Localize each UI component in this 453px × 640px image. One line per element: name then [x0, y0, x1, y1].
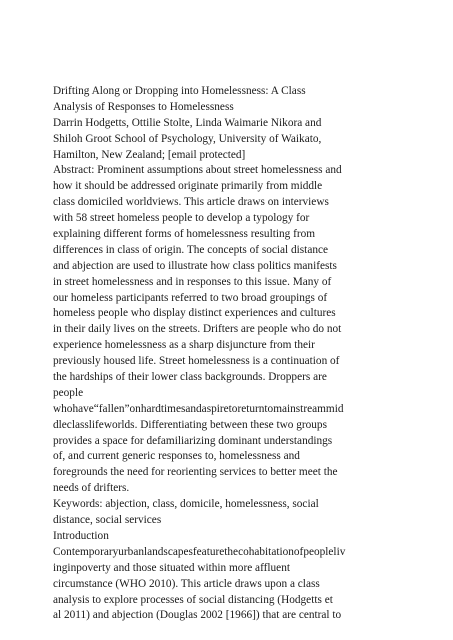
abstract-line: provides a space for defamiliarizing dominant understandings [53, 434, 333, 447]
abstract-line: explaining different forms of homelessness resulting from [53, 228, 316, 241]
abstract-line: differences in class of origin. The concepts of social distance [53, 243, 329, 256]
abstract-line: in their daily lives on the streets. Drifters are people who do not [53, 323, 342, 336]
title-line-2: Analysis of Responses to Homelessness [53, 100, 234, 113]
abstract-line: of, and current generic responses to, homelessness and [53, 450, 300, 463]
document-page [53, 84, 393, 624]
abstract-line: needs of drifters. [53, 482, 130, 495]
abstract-line: our homeless participants referred to two broad groupings of [53, 291, 328, 304]
abstract-line: whohave“fallen”onhardtimesandaspiretoreturntomainstreammid [53, 402, 344, 415]
abstract-line: with 58 street homeless people to develop a typology for [53, 212, 310, 225]
abstract-line: dleclasslifeworlds. Differentiating between these two groups [53, 418, 327, 431]
abstract-line: class domiciled worldviews. This article draws on interviews [53, 196, 329, 209]
abstract-line: experience homelessness as a sharp disjuncture from their [53, 339, 315, 352]
keywords-line: Keywords: abjection, class, domicile, homelessness, social [53, 498, 319, 511]
abstract-line: Abstract: Prominent assumptions about street homelessness and [53, 164, 342, 177]
abstract-line: how it should be addressed originate primarily from middle [53, 180, 323, 193]
abstract-line: in street homelessness and in responses to this issue. Many of [53, 275, 332, 288]
body-line: circumstance (WHO 2010). This article draws upon a class [53, 577, 320, 590]
abstract-line: foregrounds the need for reorienting services to better meet the [53, 466, 338, 479]
authors-line-2: Shiloh Groot School of Psychology, University of Waikato, [53, 132, 322, 145]
body-line: al 2011) and abjection (Douglas 2002 [1966]) that are central to [53, 609, 342, 622]
affiliation-line: Hamilton, New Zealand; [email protected] [53, 148, 246, 161]
section-heading-introduction: Introduction [53, 529, 109, 542]
body-line: analysis to explore processes of social distancing (Hodgetts et [53, 593, 333, 606]
body-line: inginpoverty and those situated within more affluent [53, 561, 290, 574]
authors-line-1: Darrin Hodgetts, Ottilie Stolte, Linda Waimarie Nikora and [53, 116, 322, 129]
abstract-line: the hardships of their lower class backgrounds. Droppers are [53, 371, 327, 384]
abstract-line: people [53, 386, 84, 399]
abstract-line: and abjection are used to illustrate how class politics manifests [53, 259, 337, 272]
title-line-1: Drifting Along or Dropping into Homelessness: A Class [53, 85, 306, 97]
body-line: Contemporaryurbanlandscapesfeaturethecohabitationofpeopleliv [53, 545, 346, 558]
abstract-line: homeless people who display distinct experiences and cultures [53, 307, 336, 320]
keywords-line: distance, social services [53, 514, 162, 527]
abstract-line: previously housed life. Street homelessness is a continuation of [53, 355, 340, 368]
